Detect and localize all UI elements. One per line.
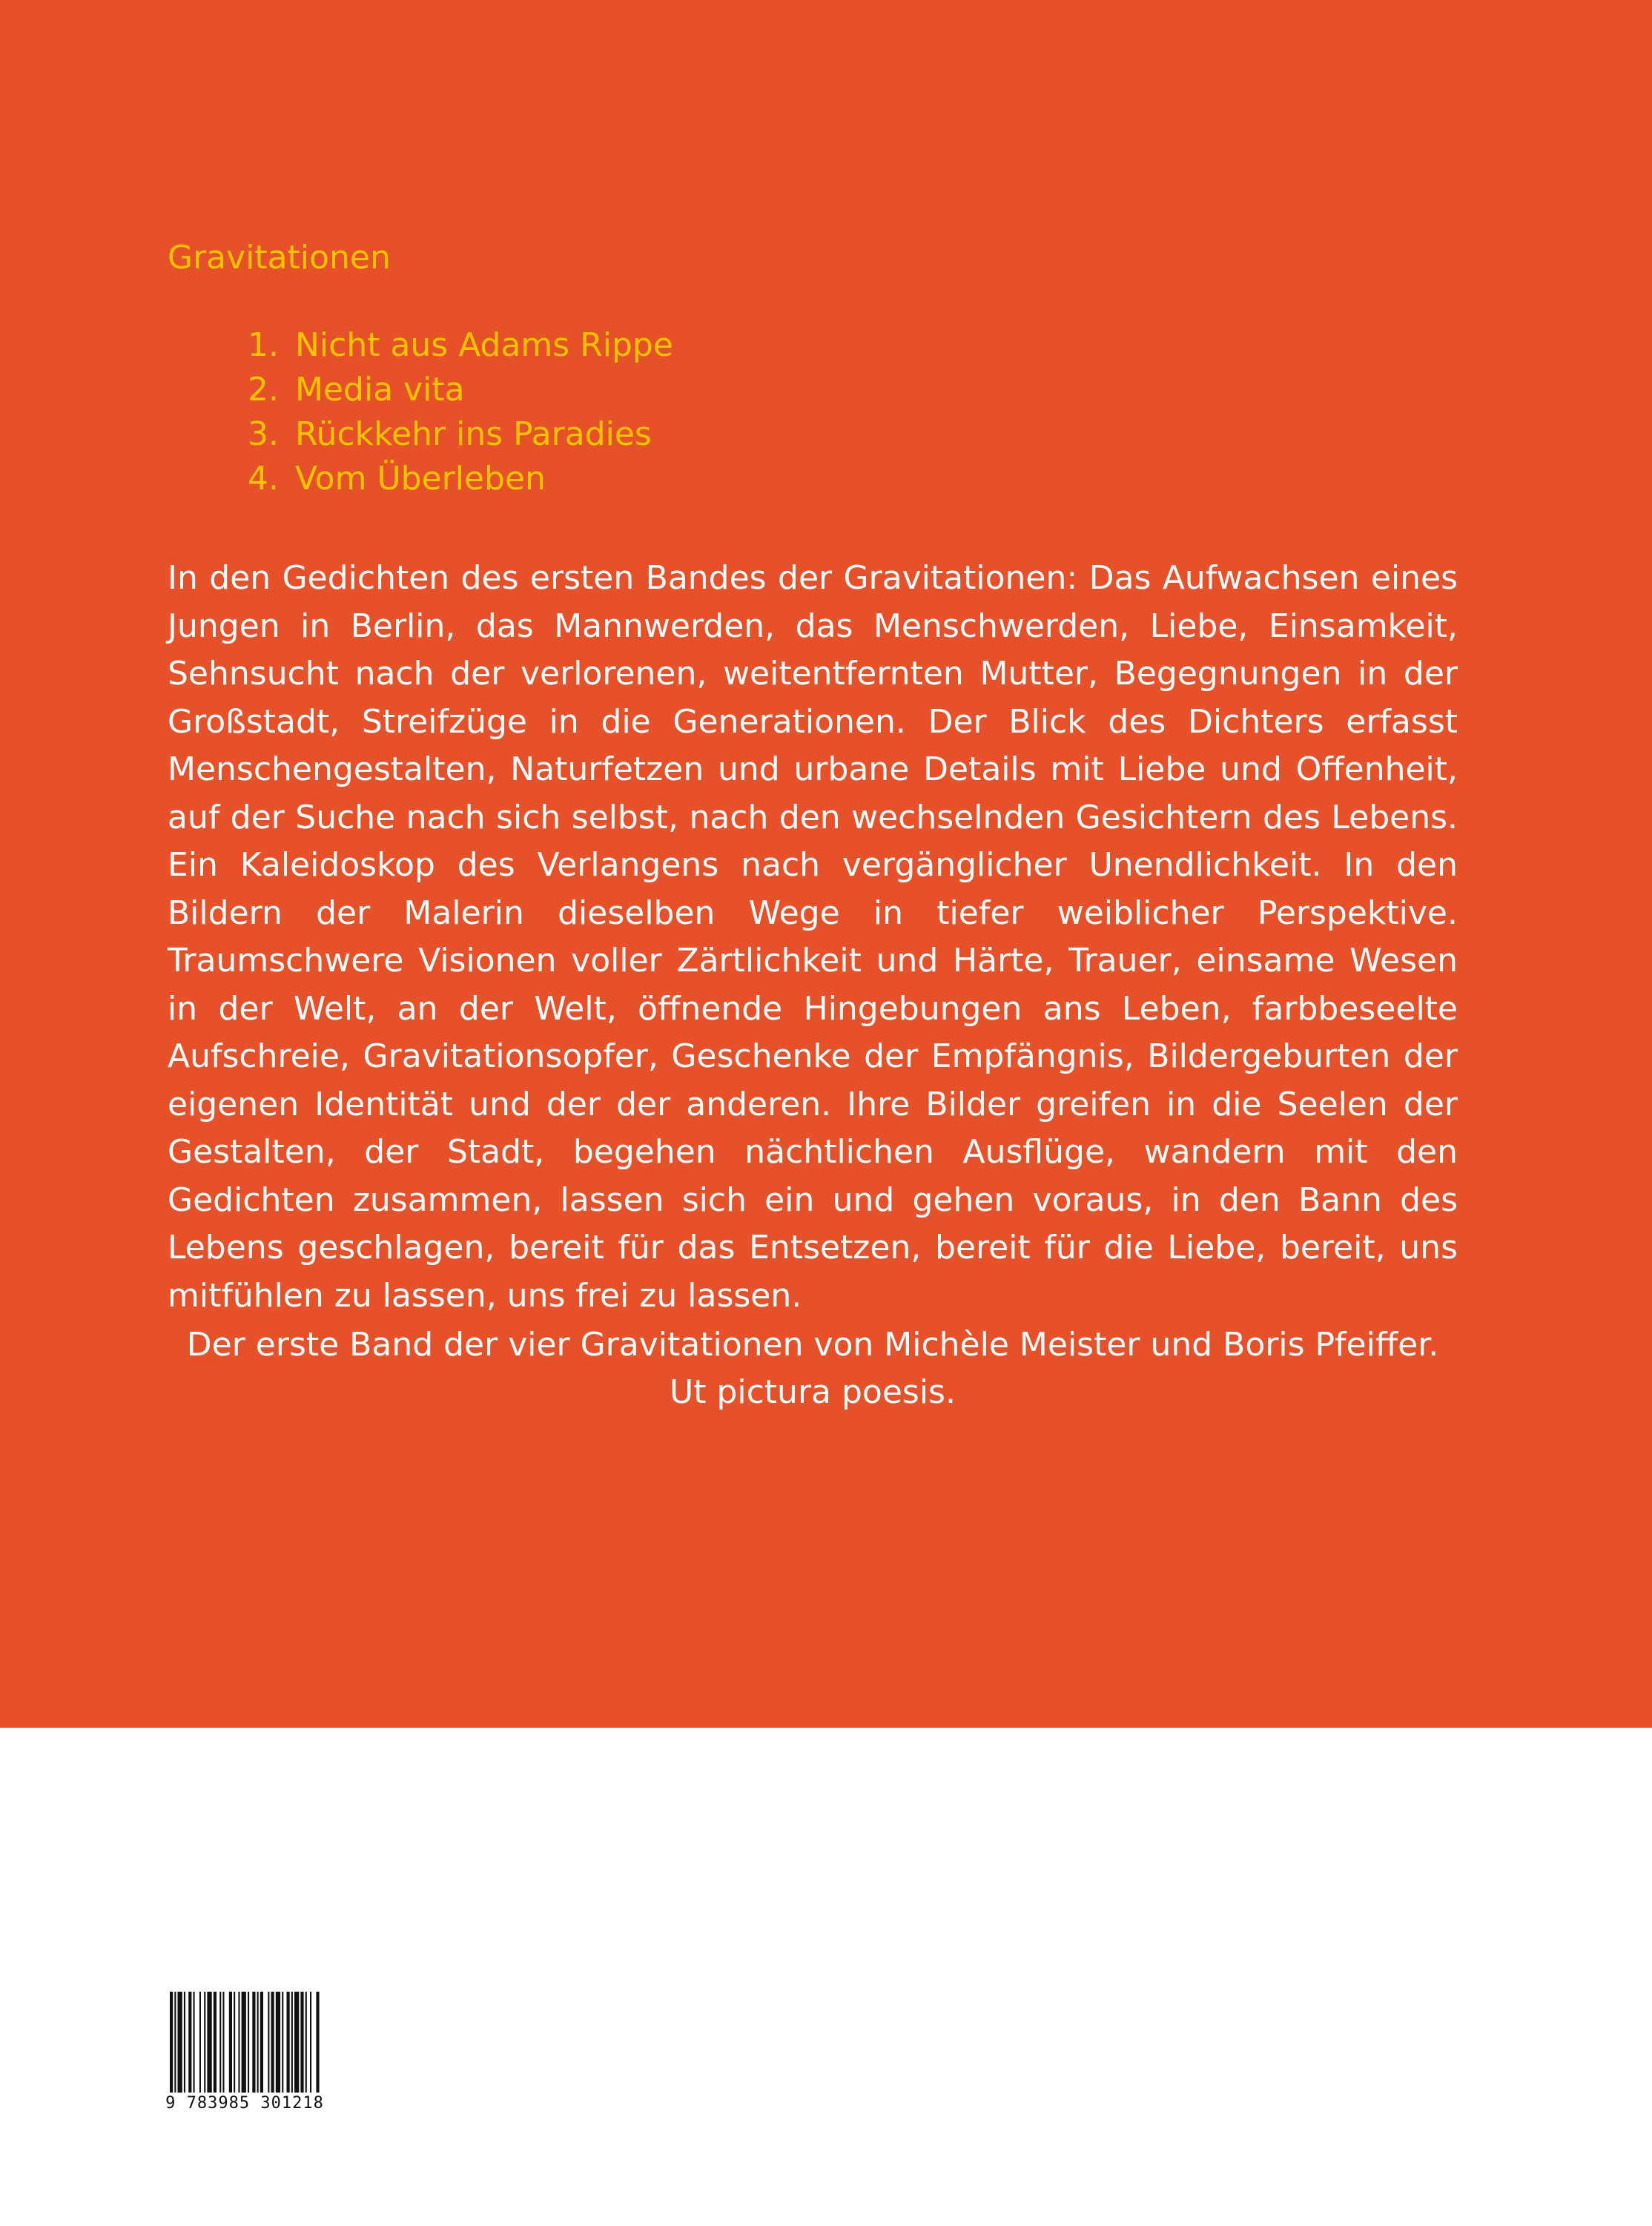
volume-number: 4. xyxy=(248,460,279,498)
volume-title: Vom Überleben xyxy=(295,460,546,498)
credit-line-motto: Ut pictura poesis. xyxy=(670,1373,956,1411)
isbn-digits: 9 783985 301218 xyxy=(165,2094,324,2113)
credit-line-authors: Der erste Band der vier Gravitationen von Michèle Meister und Boris Pfeiffer. xyxy=(186,1326,1439,1364)
barcode-bars-icon xyxy=(167,1992,323,2093)
volume-title: Media vita xyxy=(295,371,465,409)
volume-list xyxy=(168,323,673,501)
volume-number: 1. xyxy=(248,326,279,364)
isbn-barcode xyxy=(159,1987,330,2122)
volume-item xyxy=(168,323,673,368)
volume-item xyxy=(168,457,673,501)
volume-item xyxy=(168,412,673,457)
volume-item xyxy=(168,368,673,412)
volume-title: Nicht aus Adams Rippe xyxy=(295,326,673,364)
volume-number: 2. xyxy=(248,371,279,409)
series-title: Gravitationen xyxy=(168,239,391,277)
credit-block xyxy=(168,1321,1458,1416)
volume-number: 3. xyxy=(248,415,279,453)
volume-title: Rückkehr ins Paradies xyxy=(295,415,652,453)
blurb-paragraph: In den Gedichten des ersten Bandes der Gravitationen: Das Aufwachsen eines Jungen in Berlin, das Mannwerden, das Menschwerden, Liebe, Einsamkeit, Sehnsucht nach der verlorenen, weitentfernten Mutter, Begegnungen in der Großstadt, Streifzüge in die Generationen. Der Blick des Dichters erfasst Menschengestalten, Naturfetzen und urbane Details mit Liebe und Offenheit, auf der Suche nach sich selbst, nach den wechselnden Gesichtern des Lebens. Ein Kaleidoskop des Verlangens nach vergänglicher Unendlichkeit. In den Bildern der Malerin dieselben Wege in tiefer weiblicher Perspektive. Traumschwere Visionen voller Zärtlichkeit und Härte, Trauer, einsame Wesen in der Welt, an der Welt, öffnende Hingebungen ans Leben, farbbeseelte Aufschreie, Gravitationsopfer, Geschenke der Empfängnis, Bildergeburten der eigenen Identität und der der anderen. Ihre Bilder greifen in die Seelen der Gestalten, der Stadt, begehen nächtlichen Ausflüge, wandern mit den Gedichten zusammen, lassen sich ein und gehen voraus, in den Bann des Lebens geschlagen, bereit für das Entsetzen, bereit für die Liebe, bereit, uns mitfühlen zu lassen, uns frei zu lassen. xyxy=(168,559,1458,1315)
